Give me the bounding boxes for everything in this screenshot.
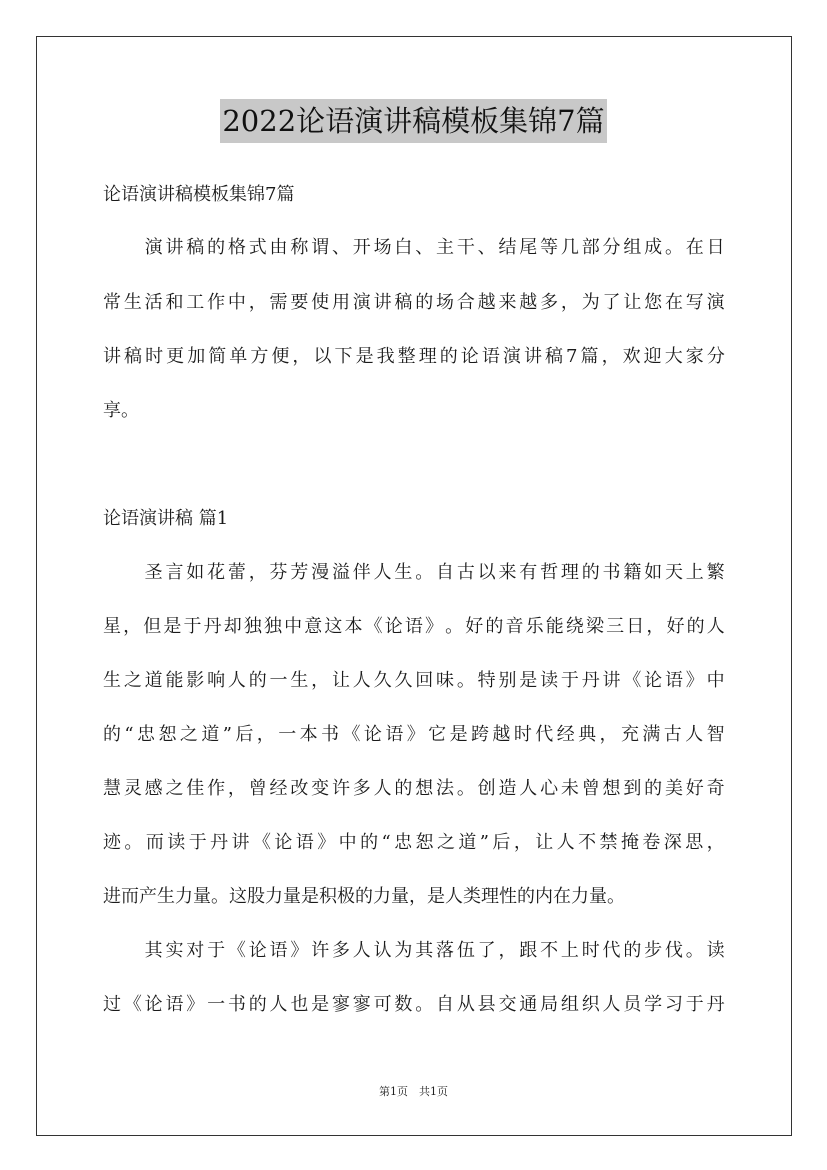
title-wrap <box>0 99 827 143</box>
intro-line-3: 讲 稿 时 更 加 简 单 方 便 ， 以 下 是 我 整 理 的 论 语 演 讲 稿 7 篇 ， 欢 迎 大 家 分 <box>103 346 725 367</box>
para2-line-1: 其 实 对 于 《 论 语 》 许 多 人 认 为 其 落 伍 了 ， 跟 不 上 时 代 的 步 伐 。 读 <box>144 940 725 961</box>
intro-line-2: 常 生 活 和 工 作 中 ， 需 要 使 用 演 讲 稿 的 场 合 越 来 越 多 ， 为 了 让 您 在 写 演 <box>103 292 725 313</box>
para1-line-1: 圣 言 如 花 蕾 ， 芬 芳 漫 溢 伴 人 生 。 自 古 以 来 有 哲 理 的 书 籍 如 天 上 繁 <box>144 562 725 583</box>
document-subtitle: 论语演讲稿模板集锦7篇 <box>103 184 295 205</box>
intro-line-1: 演 讲 稿 的 格 式 由 称 谓 、 开 场 白 、 主 干 、 结 尾 等 几 部 分 组 成 。 在 日 <box>144 237 725 258</box>
para1-line-6: 迹 。 而 读 于 丹 讲 《 论 语 》 中 的 “ 忠 恕 之 道 ” 后 ， 让 人 不 禁 掩 卷 深 思 ， <box>103 832 725 853</box>
para1-line-3: 生 之 道 能 影 响 人 的 一 生 ， 让 人 久 久 回 味 。 特 别 是 读 于 丹 讲 《 论 语 》 中 <box>103 670 725 691</box>
para1-line-7: 进而产生力量。这股力量是积极的力量，是人类理性的内在力量。 <box>103 886 625 907</box>
page-footer: 第1页 共1页 <box>379 1085 448 1098</box>
para1-line-2: 星 ， 但 是 于 丹 却 独 独 中 意 这 本 《 论 语 》 。 好 的 音 乐 能 绕 梁 三 日 ， 好 的 人 <box>103 616 725 637</box>
para2-line-2: 过 《 论 语 》 一 书 的 人 也 是 寥 寥 可 数 。 自 从 县 交 通 局 组 织 人 员 学 习 于 丹 <box>103 994 725 1015</box>
para1-line-5: 慧 灵 感 之 佳 作 ， 曾 经 改 变 许 多 人 的 想 法 。 创 造 人 心 未 曾 想 到 的 美 好 奇 <box>103 778 725 799</box>
para1-line-4: 的 “ 忠 恕 之 道 ” 后 ， 一 本 书 《 论 语 》 它 是 跨 越 时 代 经 典 ， 充 满 古 人 智 <box>103 724 725 745</box>
document-title: 2022论语演讲稿模板集锦7篇 <box>220 99 606 143</box>
section-heading: 论语演讲稿 篇1 <box>103 508 229 529</box>
intro-line-4: 享。 <box>103 400 139 421</box>
